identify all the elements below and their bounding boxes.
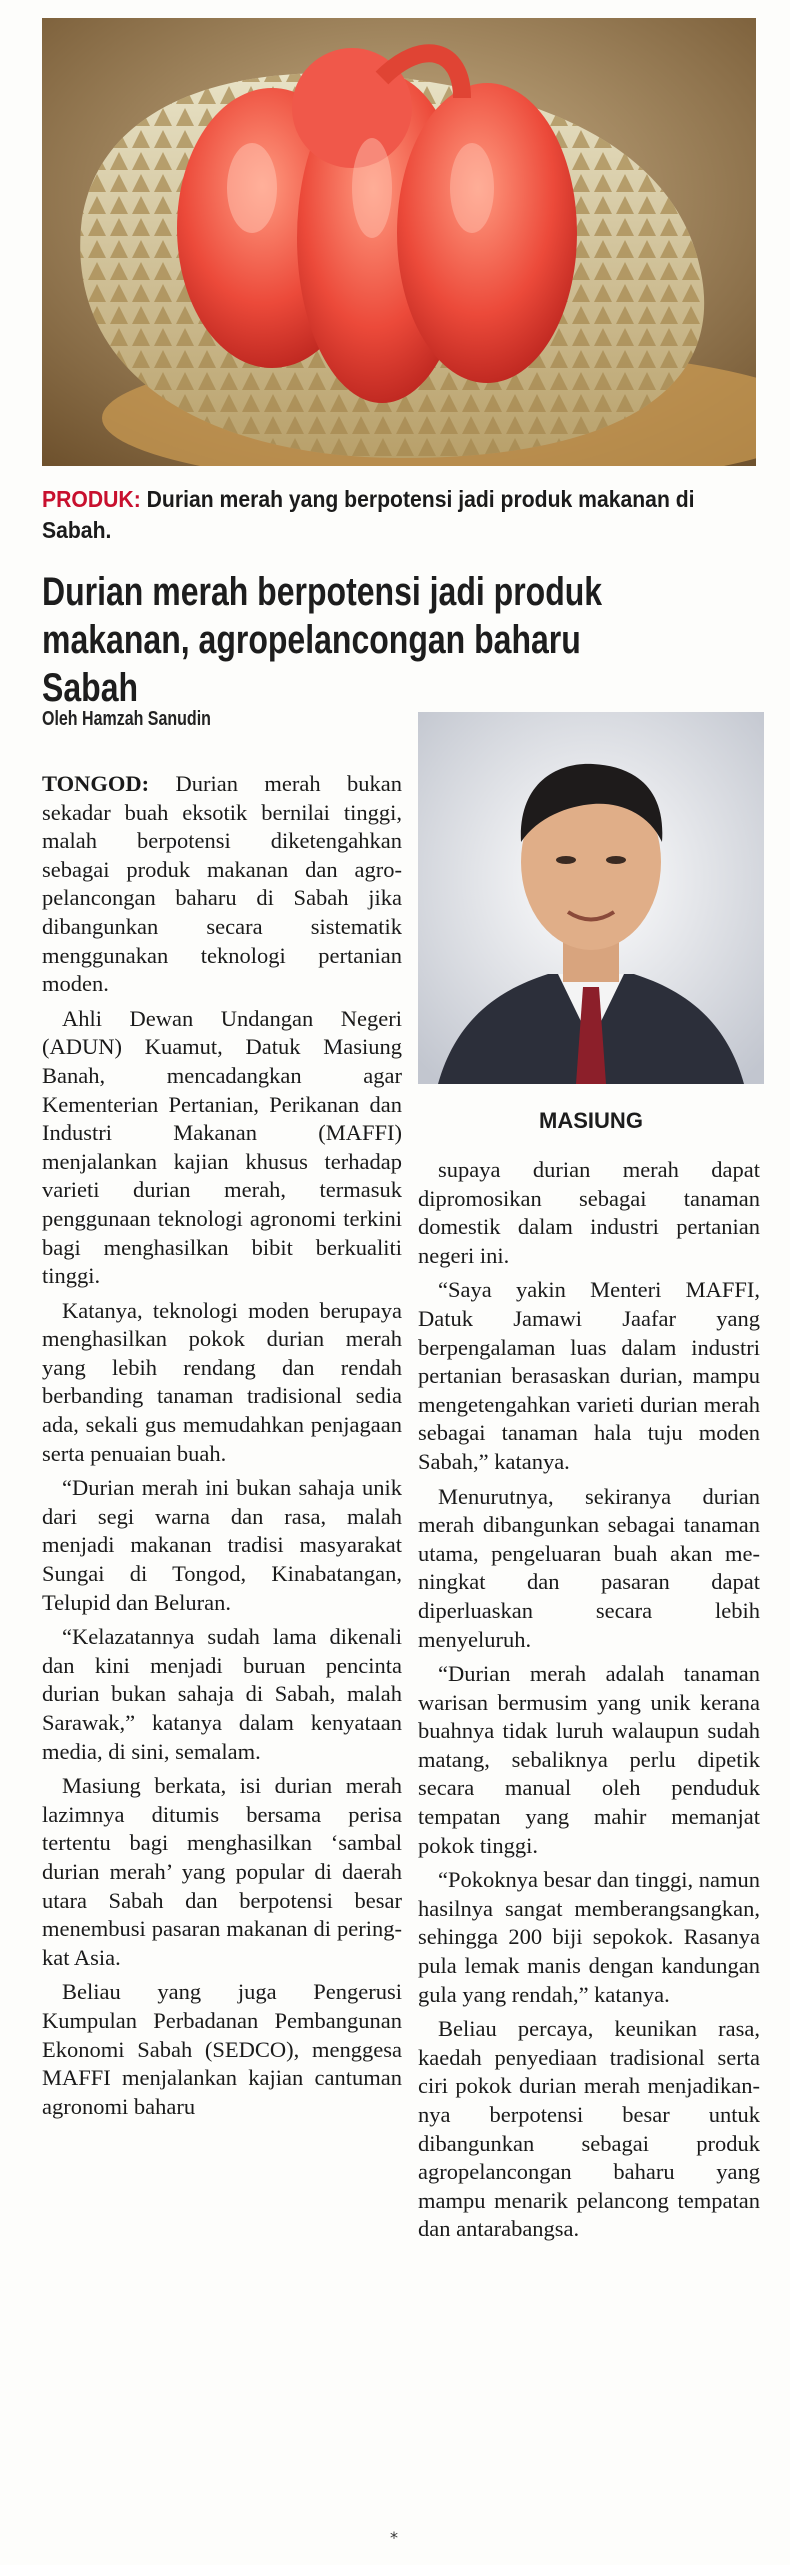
- photo-caption: [42, 484, 704, 546]
- article-paragraph: Beliau yang juga Pengerusi Kumpulan Perbadanan Pembangunan Ekonomi Sabah (SEDCO), menggesa MAFFI menjalankan kajian cantuman agronomi baharu: [42, 1979, 402, 2119]
- byline: Oleh Hamzah Sanudin: [42, 708, 211, 730]
- article-paragraph: Ahli Dewan Undangan Negeri (ADUN) Kuamut, Datuk Masiung Banah, mencadangkan agar Kementerian Pertanian, Perikanan dan Industri Makanan (MAFFI) menjalankan kajian khusus terhadap varieti durian merah, termasuk penggunaan teknologi agronomi terkini bagi menghasilkan bibit berkualiti tinggi.: [42, 1005, 402, 1289]
- dateline: TONGOD:: [42, 771, 150, 796]
- article-paragraph: Masiung berkata, isi durian merah lazimnya ditumis bersama perisa tertentu bagi menghasilkan ‘sambal durian merah’ yang popular di daerah utara Sabah dan berpotensi besar menembusi pasaran makanan di peringkat Asia.: [42, 1773, 402, 1970]
- portrait-photo: [418, 712, 764, 1084]
- durian-photo: [42, 18, 756, 466]
- article-paragraph: Menurutnya, sekiranya durian merah dibangunkan sebagai tanaman utama, pengeluaran buah akan meningkat dan pasaran dapat diperluaskan secara lebih menyeluruh.: [418, 1483, 760, 1652]
- article-paragraph: “Pokoknya besar dan tinggi, namun hasilnya sangat memberangsangkan, sehingga 200 biji sepokok. Rasanya pula lemak manis dengan kandungan gula yang rendah,” katanya.: [418, 1867, 760, 2007]
- article-column-left: [42, 770, 402, 2127]
- article-column-right: [418, 1156, 760, 2250]
- article-paragraph: “Durian merah adalah tanaman warisan bermusim yang unik kerana buahnya tidak luruh walaupun sudah matang, sebaliknya perlu dipetik secara manual oleh penduduk tempatan yang mahir memanjat pokok tinggi.: [418, 1661, 760, 1858]
- article-paragraph: [42, 770, 402, 999]
- article-paragraph: “Kelazatannya sudah lama dikenali dan kini menjadi buruan pencinta durian bukan sahaja di Sabah, malah Sarawak,” katanya dalam kenyataan media, di sini, semalam.: [42, 1624, 402, 1764]
- article-paragraph: supaya durian merah dapat dipromosikan sebagai tanaman domestik dalam industri pertanian negeri ini.: [418, 1157, 760, 1268]
- article-paragraph: “Durian merah ini bukan sahaja unik dari segi warna dan rasa, malah menjadi makanan tradisi masyarakat Sungai di Tongod, Kinabatangan, Telupid dan Beluran.: [42, 1475, 402, 1615]
- end-mark: *: [390, 2528, 398, 2547]
- article-paragraph: Beliau percaya, keunikan rasa, kaedah penyediaan tradisional serta ciri pokok durian merah menjadikannya berpotensi besar untuk dibangunkan sebagai produk agropelancongan baharu yang mampu menarik pelancong tempatan dan antarabangsa.: [418, 2016, 760, 2242]
- caption-text: Durian merah yang berpotensi jadi produk makanan di Sabah.: [42, 486, 695, 543]
- caption-label: PRODUK:: [42, 486, 141, 512]
- portrait-name-caption: MASIUNG: [539, 1108, 643, 1133]
- article-paragraph: Katanya, teknologi moden berupaya menghasilkan pokok durian merah yang lebih rendang dan rendah berbanding tanaman tradisional sedia ada, sekali gus memudahkan penjagaan serta penuaian buah.: [42, 1297, 402, 1466]
- article-paragraph: “Saya yakin Menteri MAFFI, Datuk Jamawi Jaafar yang berpengalaman luas dalam industri pertanian berasaskan durian, mampu mengetengahkan varieti durian merah sebagai tanaman hala tuju moden Sabah,” katanya.: [418, 1277, 760, 1474]
- article-headline: Durian merah berpotensi jadi produk makanan, agropelancongan baharu Sabah: [42, 570, 603, 710]
- paragraph-text: Durian merah bukan sekadar buah eksotik bernilai tinggi, malah berpotensi diketengahkan sebagai produk makanan dan agropelancongan baharu di Sabah jika dibangunkan secara sistematik menggunakan teknologi pertanian moden.: [42, 771, 403, 997]
